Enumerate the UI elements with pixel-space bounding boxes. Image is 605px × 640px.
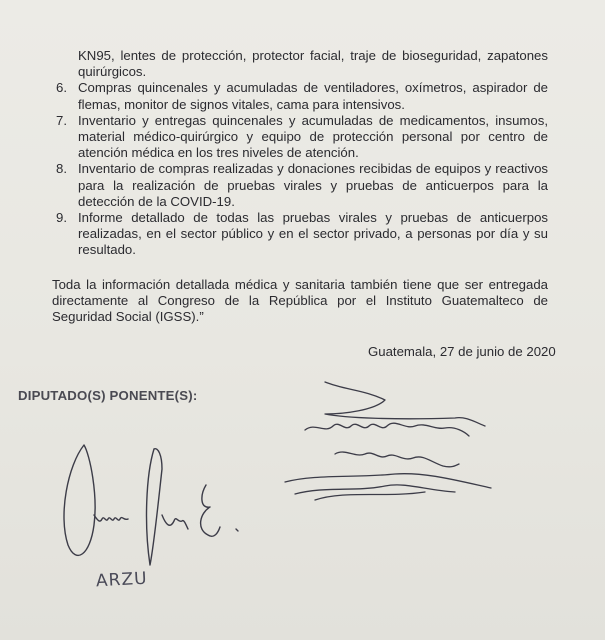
place-date: Guatemala, 27 de junio de 2020 <box>368 344 556 359</box>
list-item-text: Inventario de compras realizadas y donaciones recibidas de equipos y reactivos para la realización de pruebas virales y pruebas de anticuerpos para la detección de la COVID-19. <box>78 161 548 209</box>
list-continuation: KN95, lentes de protección, protector facial, traje de bioseguridad, zapatones quirúrgicos. <box>78 48 548 80</box>
list-item <box>52 210 548 259</box>
signature-left-name: ARZU <box>95 568 149 592</box>
list-item <box>52 80 548 112</box>
list-item-number: 8. <box>56 161 67 177</box>
document-body <box>52 48 548 325</box>
closing-paragraph: Toda la información detallada médica y sanitaria también tiene que ser entregada directamente al Congreso de la República por el Instituto Guatemalteco de Seguridad Social (IGSS).” <box>52 276 548 325</box>
signature-left <box>50 425 250 575</box>
list-item-number: 7. <box>56 112 67 128</box>
list-item <box>52 161 548 210</box>
list-item-text: Compras quincenales y acumuladas de ventiladores, oxímetros, aspirador de flemas, monitor de signos vitales, cama para intensivos. <box>78 80 548 112</box>
list-item-number: 9. <box>56 210 67 226</box>
signatories-heading: DIPUTADO(S) PONENTE(S): <box>18 388 198 403</box>
list-item <box>52 113 548 162</box>
list-item-number: 6. <box>56 80 67 96</box>
signature-right <box>255 370 505 510</box>
numbered-list <box>52 80 548 258</box>
list-item-text: Inventario y entregas quincenales y acumuladas de medicamentos, insumos, material médico-quirúrgico y equipo de protección personal por centro de atención médica en los tres niveles de atención. <box>78 112 548 161</box>
list-item-text: Informe detallado de todas las pruebas virales y pruebas de anticuerpos realizadas, en el sector público y en el sector privado, a personas por día y su resultado. <box>78 210 548 258</box>
